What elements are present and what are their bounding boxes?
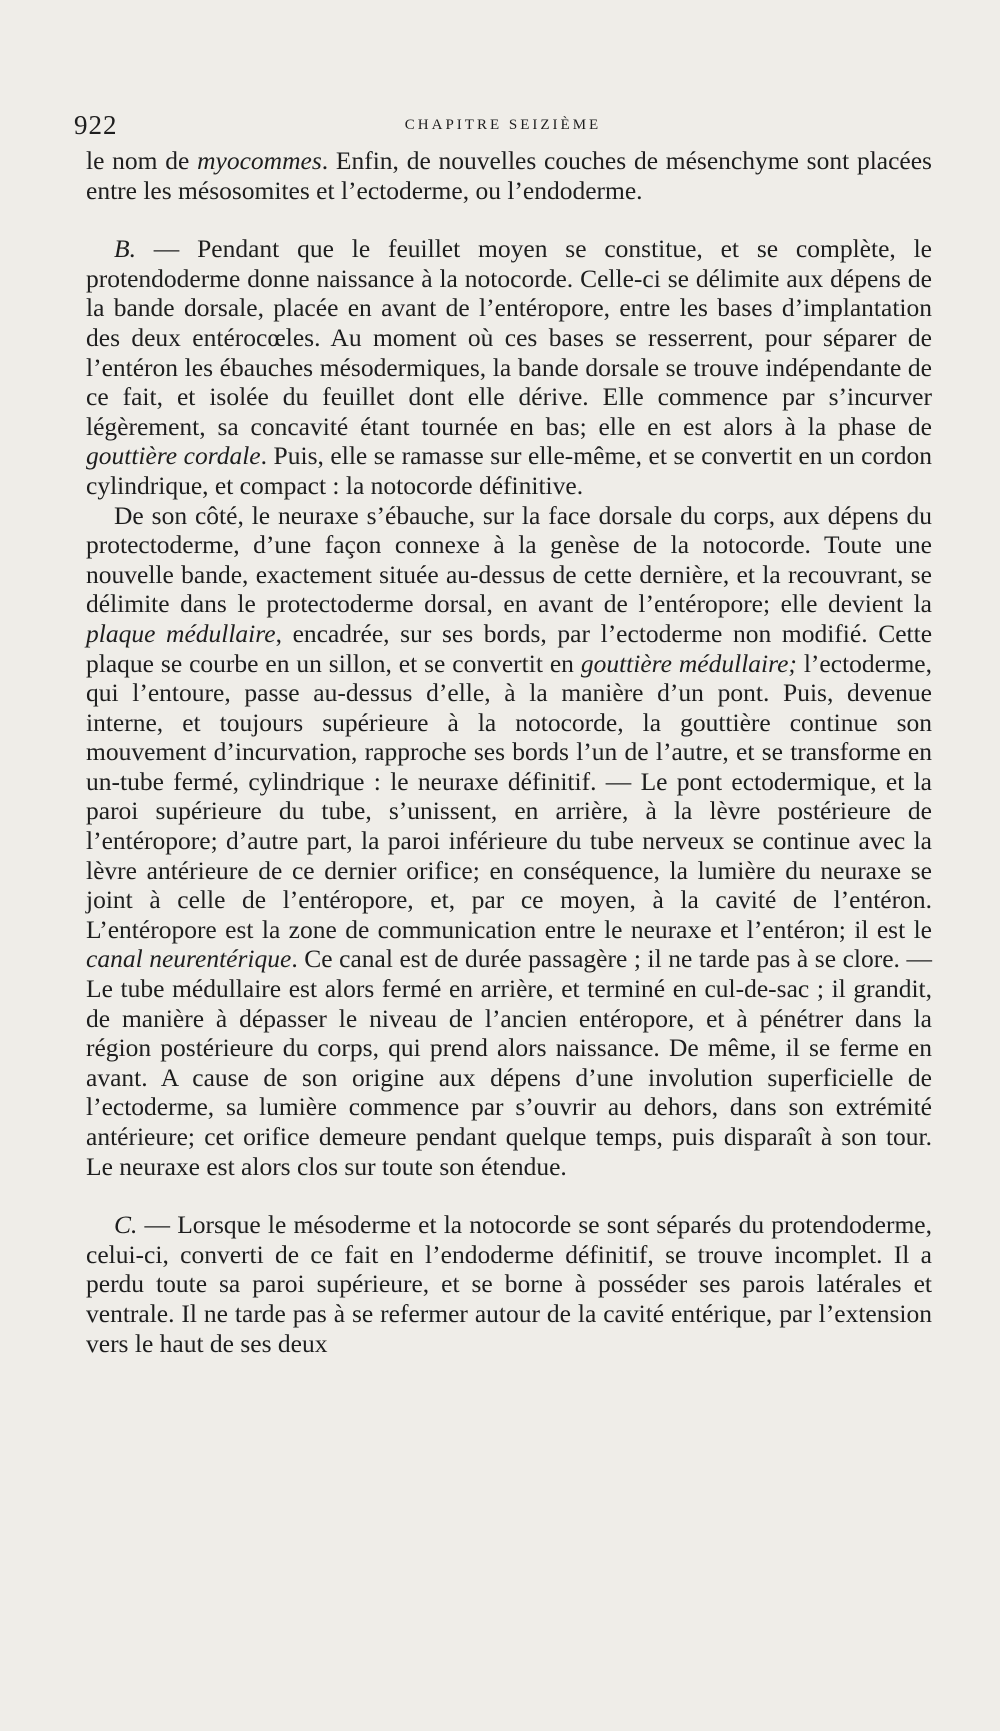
page-number: 922: [74, 110, 118, 140]
text-run: — Lorsque le mésoderme et la notocorde se sont séparés du protendoderme, celui-ci, converti de ce fait en l’endoderme définitif, se trouve incomplet. Il a perdu toute sa paroi supérieure, et se borne à posséder ses parois latérales et ventrale. Il ne tarde pas à se refermer autour de la cavité entérique, par l’extension vers le haut de ses deux: [86, 1210, 932, 1358]
running-head: CHAPITRE SEIZIÈME: [404, 117, 602, 133]
term-gouttiere-medullaire: gouttière médullaire;: [580, 648, 797, 678]
text-run: De son côté, le neuraxe s’ébauche, sur la face dorsale du corps, aux dépens du protectoderme, d’une façon connexe à la genèse de la notocorde. Toute une nouvelle bande, exactement située au-dessus de cette dernière, et la recouvrant, se délimite dans le protectoderme dorsal, en avant de l’entéropore; elle devient la: [86, 500, 932, 619]
text-run: . Enfin, de nouvelles couches de mésenchyme sont placées entre les mésosomites et l’ectoderme, ou l’endoderme.: [86, 146, 932, 205]
paragraph-c-endoderme: [86, 1210, 932, 1358]
text-run: — Pendant que le feuillet moyen se constitue, et se complète, le protendoderme donne naissance à la notocorde. Celle-ci se délimite aux dépens de la bande dorsale, placée en avant de l’entéropore, entre les bases d’implantation des deux entérocœles. Au moment où ces bases se resserrent, pour séparer de l’entéron les ébauches mésodermiques, la bande dorsale se trouve indépendante de ce fait, et isolée du feuillet dont elle dérive. Elle commence par s’incurver légèrement, sa concavité étant tournée en bas; elle en est alors à la phase de: [86, 234, 932, 441]
paragraph-b-notocorde: [86, 234, 932, 500]
text-run: , encadrée, sur ses bords, par l’ectoderme non modifié. Cette plaque se courbe en un sillon, et se convertit en: [86, 618, 933, 678]
text-run: l’ectoderme, qui l’entoure, passe au-dessus d’elle, à la manière d’un pont. Puis, devenue interne, et toujours supérieure à la notocorde, la gouttière continue son mouvement d’incurvation, rapproche ses bords l’un de l’autre, et se transforme en un-tube fermé, cylindrique : le neuraxe définitif. — Le pont ectodermique, et la paroi supérieure du tube, s’unissent, en arrière, à la lèvre postérieure de l’entéropore; d’autre part, la paroi inférieure du tube nerveux se continue avec la lèvre antérieure de ce dernier orifice; en conséquence, la lumière du neuraxe se joint à celle de l’entéropore, et, par ce moyen, à la cavité de l’entéron. L’entéropore est la zone de communication entre le neuraxe et l’entéron; il est le: [86, 648, 932, 944]
term-canal-neurenterique: canal neurentérique: [86, 944, 292, 974]
section-letter-c: C.: [114, 1210, 138, 1240]
text-run: . Puis, elle se ramasse sur elle-même, et se convertit en un cordon cylindrique, et compact : la notocorde définitive.: [86, 441, 932, 500]
term-gouttiere-cordale: gouttière cordale: [86, 441, 261, 471]
term-myocommes: myocommes: [197, 146, 322, 175]
text-run: le nom de: [86, 146, 198, 175]
text-run: . Ce canal est de durée passagère ; il ne tarde pas à se clore. — Le tube médullaire est alors fermé en arrière, et terminé en cul-de-sac ; il grandit, de manière à dépasser le niveau de l’ancien entéropore, et à pénétrer dans la région postérieure du corps, qui prend alors naissance. De même, il se ferme en avant. A cause de son origine aux dépens d’une involution superficielle de l’ectoderme, sa lumière commence par s’ouvrir au dehors, dans son extrémité antérieure; cet orifice demeure pendant quelque temps, puis disparaît à son tour. Le neuraxe est alors clos sur toute son étendue.: [86, 944, 932, 1181]
page-header: [74, 110, 932, 140]
paragraph-neuraxe: [86, 501, 932, 1182]
paragraph-myocommes: [86, 146, 932, 205]
body-text: [86, 146, 932, 1358]
term-plaque-medullaire: plaque médullaire: [86, 618, 276, 648]
section-letter-b: B.: [114, 234, 136, 264]
